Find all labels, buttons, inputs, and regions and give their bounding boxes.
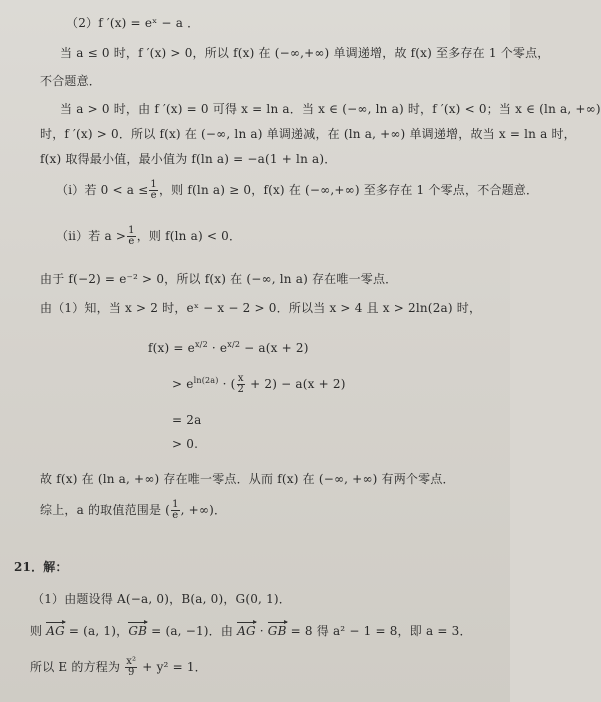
vector-gb: GB (267, 624, 287, 638)
ellipse-equation-line (30, 657, 207, 678)
text-segment: , +∞)． (180, 503, 227, 517)
text-line: f(x) 取得最小值，最小值为 f(ln a) = −a(1 + ln a)． (40, 152, 337, 166)
text-segment: = (a, −1)．由 (147, 624, 238, 638)
denominator: e (150, 190, 157, 201)
fraction (125, 657, 137, 678)
text-segment: = 8 得 a² − 1 = 8，即 a = 3． (286, 624, 472, 638)
equation-line (172, 374, 346, 395)
equation-line: = 2a (172, 413, 202, 427)
text-line: 时，f ′(x) > 0．所以 f(x) 在 (−∞, ln a) 单调递减，在 (ln a, +∞) 单调递增，故当 x = ln a 时， (40, 127, 576, 141)
text-line: （2）f ′(x) = eˣ − a ． (66, 16, 200, 30)
problem-heading: 21．解： (14, 560, 68, 574)
text-segment: · e (207, 341, 228, 355)
text-segment: − a(x + 2) (240, 341, 309, 355)
vector-ag: AG (237, 624, 256, 638)
text-segment: · (255, 624, 268, 638)
text-line: （1）由题设得 A(−a, 0)，B(a, 0)，G(0, 1)． (32, 592, 291, 606)
text-segment: f(x) = e (148, 341, 195, 355)
text-segment: （ⅱ）若 a > (56, 229, 127, 243)
vector-gb: GB (128, 624, 148, 638)
case-i-line (56, 180, 538, 201)
text-segment: 所以 E 的方程为 (30, 660, 125, 674)
text-segment: > e (172, 377, 194, 391)
exponent: x/2 (194, 340, 208, 349)
text-line: 由（1）知，当 x > 2 时，eˣ − x − 2 > 0．所以当 x > 4 且 x > 2ln(2a) 时， (40, 301, 482, 315)
fraction (171, 500, 180, 521)
denominator: 9 (127, 667, 135, 678)
fraction (127, 226, 136, 247)
text-segment: ，则 f(ln a) ≥ 0，f(x) 在 (−∞,+∞) 至多存在 1 个零点，不合题意． (158, 183, 539, 197)
exponent: ln(2a) (193, 376, 219, 385)
numerator: x (237, 373, 244, 384)
numerator: 1 (172, 499, 179, 510)
fraction (149, 180, 158, 201)
case-ii-line (56, 226, 241, 247)
numerator: x² (126, 656, 137, 667)
vector-ag: AG (46, 624, 65, 638)
equation-line: > 0. (172, 437, 199, 451)
denominator: 2 (237, 384, 245, 395)
text-line: 不合题意． (40, 74, 102, 88)
numerator: 1 (128, 225, 135, 236)
exponent: x/2 (227, 340, 241, 349)
denominator: e (128, 236, 135, 247)
text-segment: + 2) − a(x + 2) (246, 377, 346, 391)
conclusion-line (40, 500, 226, 521)
vector-line (30, 622, 472, 639)
text-segment: + y² = 1． (138, 660, 207, 674)
text-segment: ，则 f(ln a) < 0． (136, 229, 242, 243)
text-line: 故 f(x) 在 (ln a, +∞) 存在唯一零点．从而 f(x) 在 (−∞, +∞) 有两个零点． (40, 472, 455, 486)
text-segment: 则 (30, 624, 47, 638)
text-line: 当 a ≤ 0 时，f ′(x) > 0，所以 f(x) 在 (−∞,+∞) 单调递增，故 f(x) 至多存在 1 个零点， (60, 46, 550, 60)
fraction (237, 374, 246, 395)
denominator: e (172, 510, 179, 521)
text-line: 当 a > 0 时，由 f ′(x) = 0 可得 x = ln a．当 x ∈ (−∞, ln a) 时，f ′(x) < 0；当 x ∈ (ln a, +∞) (60, 102, 601, 116)
text-segment: · ( (218, 377, 236, 391)
equation-line (148, 340, 309, 355)
text-line: 由于 f(−2) = e⁻² > 0，所以 f(x) 在 (−∞, ln a) 存在唯一零点． (40, 272, 398, 286)
numerator: 1 (150, 179, 157, 190)
text-segment: （ⅰ）若 0 < a ≤ (56, 183, 149, 197)
text-segment: 综上，a 的取值范围是 ( (40, 503, 171, 517)
text-segment: = (a, 1)， (64, 624, 129, 638)
